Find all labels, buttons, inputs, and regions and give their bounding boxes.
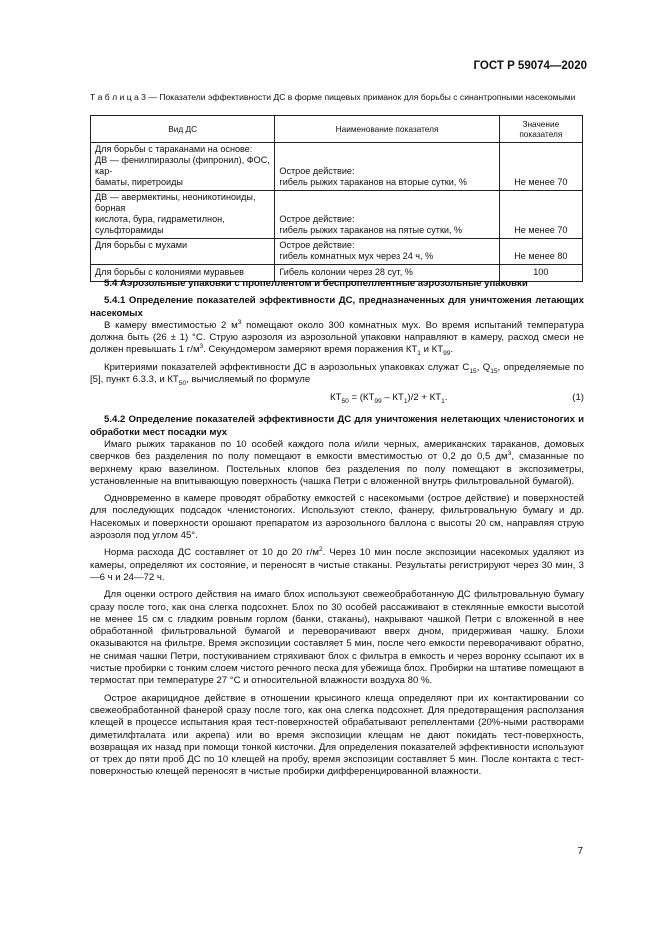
- text-run: )/2 + КТ: [407, 392, 442, 404]
- superscript: 2: [318, 546, 323, 554]
- subscript: 1: [403, 398, 408, 406]
- header-type: Вид ДС: [91, 116, 275, 143]
- text-run: помещают около 300 комнатных мух. Во время испытаний температура должна быть (26 ± 1) °С. Струю аэрозоля из аэрозольной упаковки направляют в камеру, расход смеси не должен превышать 1 г/м: [90, 319, 584, 356]
- section-heading-5-4-2: 5.4.2 Определение показателей эффективности ДС для уничтожения нелетающих членистоногих и обработки мест посадки мух: [90, 414, 584, 438]
- superscript: 3: [199, 343, 204, 351]
- cell-line: Острое действие:: [279, 214, 355, 224]
- subscript: 99: [443, 350, 451, 358]
- cell-type: [91, 143, 275, 191]
- subscript: 50: [178, 379, 187, 387]
- cell-line: ДВ — авермектины, неоникотиноиды, борная: [95, 192, 256, 213]
- cell-value: Не менее 70: [499, 143, 582, 191]
- subscript: 1: [441, 398, 445, 406]
- cell-type: [91, 239, 275, 265]
- subscript: 15: [469, 367, 477, 375]
- table-row: [91, 143, 583, 191]
- cell-indicator: [275, 143, 499, 191]
- text-run: = (КТ: [348, 392, 375, 404]
- paragraph: [90, 439, 584, 488]
- document-body: [90, 278, 584, 779]
- text-run: , вычисляемый по формуле: [186, 374, 311, 386]
- cell-value: Не менее 70: [499, 191, 582, 239]
- paragraph: Для оценки острого действия на имаго блох используют свежеобработанную ДС фильтровальную бумагу сразу после того, как она слегка подсохнет. Блох по 30 особей рассаживают в стеклянные емкости высотой не менее 15 см с гладким ровным горлом (банки, стаканы), накрывают чашкой Петри с вложенной в нее обработанной фильтровальной бумагой и переворачивают вверх дном, придерживая чашку. Блохи оказываются на фильтре. Время экспозиции составляет 5 мин, после чего емкости переворачивают обратно, не снимая чашки Петри, постукиванием стряхивают блох с фильтра в емкость и через воронку ссыпают их в чистые пробирки с тонким слоем чистого речного песка для убежища блох. Пробирки на штативе помещают в термостат при температуре 27 °С и относительной влажности воздуха 80 %.: [90, 589, 584, 687]
- text-run: – КТ: [381, 392, 404, 404]
- header-indicator: Наименование показателя: [275, 116, 499, 143]
- cell-type: [91, 191, 275, 239]
- text-run: , смазанные по верхнему краю вазелином. Постельных клопов без разделения по полу помещают в экспозиметры, установленные на впитывающую поверхность (чашка Петри с вложенной внутрь фильтровальной бумагой).: [90, 451, 584, 487]
- formula-expression: [330, 392, 447, 404]
- text-run: .: [450, 344, 454, 356]
- text-run: .: [444, 392, 448, 404]
- cell-line: ДВ — фенилпиразолы (фипронил), ФОС, кар-: [95, 155, 270, 176]
- paragraph: Одновременно в камере проводят обработку емкостей с насекомыми (острое действие) и поверхностей для последующих подсадок членистоногих. Используют стекло, фанеру, фильтровальную бумагу и др. Насекомых и поверхности орошают препаратом из аэрозольного баллона с высоты 20 см, направляя струю аэрозоля под углом 45°.: [90, 493, 584, 542]
- paragraph: [90, 362, 584, 387]
- cell-line: Для борьбы с колониями муравьев: [95, 267, 244, 277]
- subscript: 50: [341, 398, 349, 406]
- table-caption: Т а б л и ц а 3 — Показатели эффективности ДС в форме пищевых приманок для борьбы с синантропными насекомыми: [90, 92, 576, 102]
- cell-line: Для борьбы с тараканами на основе:: [95, 144, 253, 154]
- header-value: [499, 116, 582, 143]
- paragraph: Острое акарицидное действие в отношении крысиного клеща определяют при их контактировании со свежеобработанной фанерой сразу после того, как она слегка подсохнет. Для предотвращения расползания клещей в процессе испытания края тест-поверхностей обрабатывают репеллентами (20%-ными растворами диметилфталата или акрепа) или во время экспозиции клещам не дают покидать тест-поверхность, возвращая их назад при помощи тонкой кисточки. Для определения показателей эффективности используют от трех до пяти проб ДС по 10 клещей на пробу, время экспозиции составляет 5 мин. После контакта с тест-поверхностью клещей переносят в чистые пробирки дифференцированной влажности.: [90, 692, 584, 778]
- cell-value: Не менее 80: [499, 239, 582, 265]
- text-run: Имаго рыжих тараканов по 10 особей каждого пола и/или черных, американских тараканов, домовых сверчков без разделения по полу помещают в емкости вместимостью от 0,2 до 0,5 дм: [90, 438, 584, 463]
- standard-number: ГОСТ Р 59074—2020: [473, 60, 587, 72]
- cell-value: 100: [499, 265, 582, 282]
- formula-number: (1): [572, 392, 584, 404]
- page-number: 7: [577, 846, 583, 857]
- header-value-line2: показателя: [519, 128, 563, 139]
- subscript: 1: [417, 350, 421, 358]
- text-run: , Q: [476, 361, 491, 373]
- efficacy-table: [90, 115, 583, 282]
- cell-line: Для борьбы с мухами: [95, 240, 188, 250]
- text-run: КТ: [330, 392, 342, 404]
- table-header-row: [91, 116, 583, 143]
- paragraph: [90, 320, 584, 357]
- text-run: , определяемые по [5], пункт 6.3.3, и КТ: [90, 361, 585, 386]
- cell-indicator: [275, 191, 499, 239]
- text-run: . Секундомером замеряют время поражения КТ: [203, 344, 418, 356]
- text-run: В камеру вместимостью 2 м: [104, 319, 238, 331]
- cell-line: гибель рыжих тараканов на пятые сутки, %: [279, 225, 463, 235]
- text-run: и КТ: [420, 344, 444, 356]
- header-value-line1: Значение: [522, 118, 560, 129]
- section-heading-5-4-1: 5.4.1 Определение показателей эффективности ДС, предназначенных для уничтожения летающих насекомых: [90, 295, 584, 319]
- cell-line: Гибель колонии через 28 сут, %: [279, 267, 413, 277]
- subscript: 99: [374, 398, 382, 406]
- text-run: Критериями показателей эффективности ДС в аэрозольных упаковках служат С: [104, 361, 470, 373]
- formula-1: [90, 392, 584, 408]
- superscript: 3: [237, 318, 242, 326]
- table-row: [91, 191, 583, 239]
- section-heading-5-4: 5.4 Аэрозольные упаковки с пропеллентом и беспропеллентные аэрозольные упаковки: [104, 278, 528, 289]
- text-run: Норма расхода ДС составляет от 10 до 20 г/м: [104, 547, 319, 559]
- superscript: 3: [507, 450, 512, 458]
- table-row: [91, 239, 583, 265]
- cell-line: гибель рыжих тараканов на вторые сутки, %: [279, 177, 467, 187]
- cell-line: кислота, бура, гидраметилнон, сульфторамиды: [95, 214, 225, 235]
- paragraph: [90, 547, 584, 584]
- cell-indicator: [275, 239, 499, 265]
- text-run: . Через 10 мин после экспозиции насекомых удаляют из камеры, определяют их состояние, и переносят в чистые стаканы. Результаты регистрируют через 30 мин, 3—6 ч и 24—72 ч.: [90, 547, 584, 583]
- cell-line: гибель комнатных мух через 24 ч, %: [279, 251, 434, 261]
- cell-line: Острое действие:: [279, 166, 355, 176]
- cell-line: Острое действие:: [279, 240, 355, 250]
- cell-line: баматы, пиретроиды: [95, 177, 183, 187]
- subscript: 15: [490, 367, 498, 375]
